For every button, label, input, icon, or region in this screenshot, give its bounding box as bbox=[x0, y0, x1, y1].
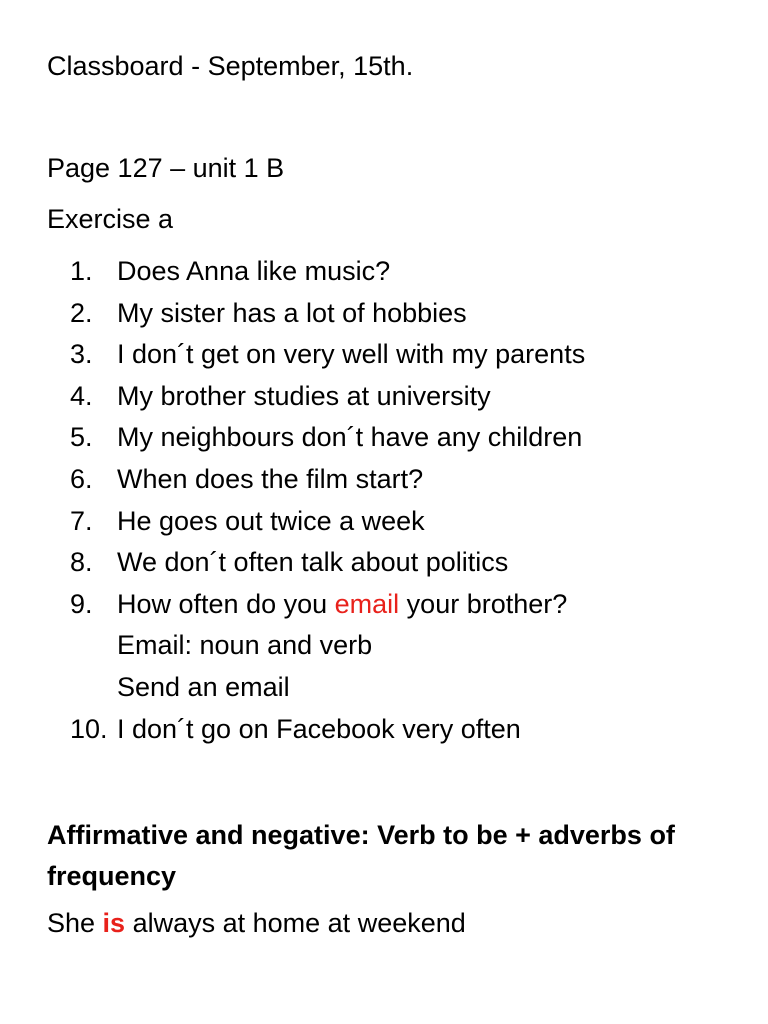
item-text-pre: How often do you bbox=[117, 588, 335, 619]
list-item bbox=[0, 588, 768, 630]
note-text: Send an email bbox=[117, 671, 290, 702]
list-item bbox=[0, 421, 768, 463]
highlighted-verb: is bbox=[102, 908, 126, 938]
list-item-note bbox=[0, 671, 768, 713]
list-item bbox=[0, 255, 768, 297]
exercise-list bbox=[0, 255, 768, 754]
highlighted-word: email bbox=[334, 588, 400, 619]
grammar-example bbox=[47, 907, 466, 939]
list-item bbox=[0, 297, 768, 339]
list-item bbox=[0, 713, 768, 755]
note-text: Email: noun and verb bbox=[117, 630, 373, 661]
item-text: When does the film start? bbox=[117, 463, 424, 494]
item-number: 5. bbox=[70, 422, 93, 453]
item-text bbox=[117, 588, 567, 620]
item-text: My neighbours don´t have any children bbox=[117, 422, 583, 453]
list-item bbox=[0, 380, 768, 422]
exercise-label: Exercise a bbox=[47, 204, 174, 234]
item-text: He goes out twice a week bbox=[117, 505, 425, 536]
item-number: 4. bbox=[70, 380, 93, 411]
document-title: Classboard - September, 15th. bbox=[47, 51, 414, 81]
item-text: My sister has a lot of hobbies bbox=[117, 297, 467, 328]
page-reference: Page 127 – unit 1 B bbox=[47, 153, 285, 183]
example-text-pre: She bbox=[47, 908, 103, 938]
item-text: We don´t often talk about politics bbox=[117, 547, 509, 578]
item-text: My brother studies at university bbox=[117, 380, 491, 411]
item-text: I don´t go on Facebook very often bbox=[117, 713, 521, 744]
example-text-post: always at home at weekend bbox=[125, 908, 466, 938]
item-number: 1. bbox=[70, 256, 93, 286]
item-text-post: your brother? bbox=[399, 588, 568, 619]
item-number: 9. bbox=[70, 588, 93, 619]
list-item bbox=[0, 546, 768, 588]
list-item bbox=[0, 505, 768, 547]
item-text: Does Anna like music? bbox=[117, 256, 391, 286]
list-item bbox=[0, 338, 768, 380]
item-text: I don´t get on very well with my parents bbox=[117, 339, 586, 370]
grammar-heading: Affirmative and negative: Verb to be + adverbs of frequency bbox=[47, 820, 675, 891]
item-number: 10. bbox=[70, 713, 108, 744]
item-number: 2. bbox=[70, 297, 93, 328]
item-number: 8. bbox=[70, 547, 93, 578]
list-item-note bbox=[0, 629, 768, 671]
item-number: 3. bbox=[70, 339, 93, 370]
item-number: 7. bbox=[70, 505, 93, 536]
list-item bbox=[0, 463, 768, 505]
item-number: 6. bbox=[70, 463, 93, 494]
